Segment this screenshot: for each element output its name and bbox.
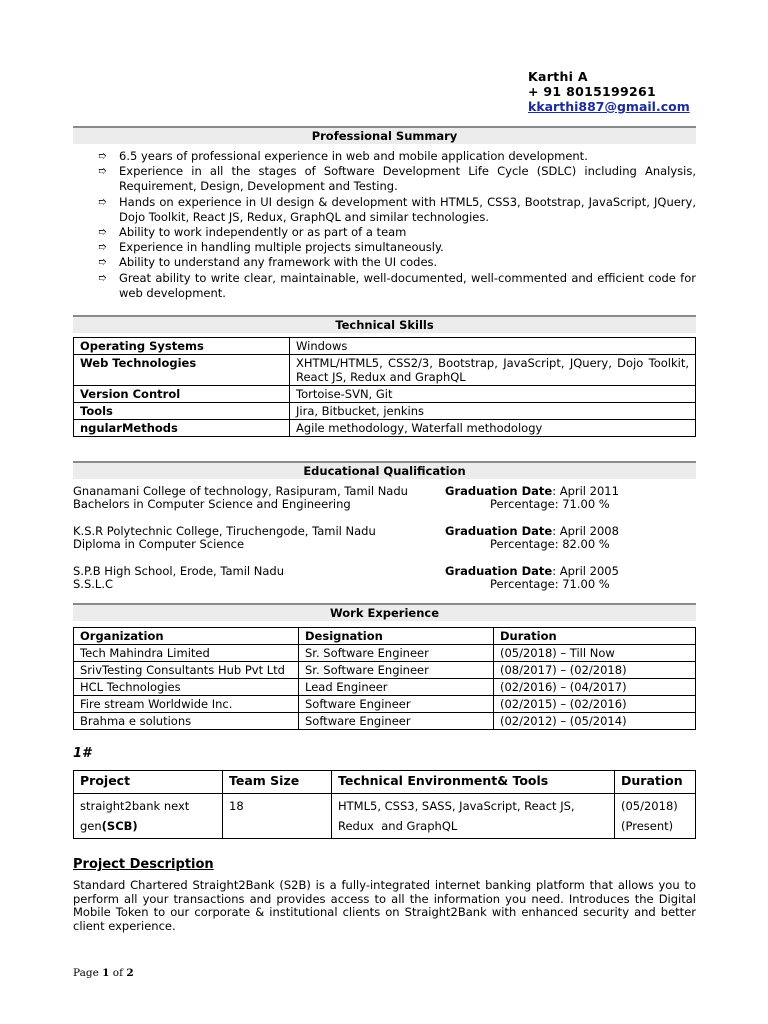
percentage-line: Percentage: 71.00 %: [490, 577, 610, 591]
work-org: SrivTesting Consultants Hub Pvt Ltd: [74, 662, 299, 679]
project-team-size: 18: [223, 794, 332, 839]
graduation-date-label: Graduation Date: [445, 524, 553, 538]
graduation-date-line: Graduation Date: April 2005: [445, 564, 619, 578]
project-name-line: [80, 816, 216, 836]
page-footer: [73, 967, 134, 979]
graduation-date-label: Graduation Date: [445, 484, 553, 498]
project-name: [74, 794, 223, 839]
education-school: Gnanamani College of technology, Rasipuram, Tamil Nadu: [73, 484, 408, 498]
column-header: Duration: [615, 771, 696, 794]
summary-item-text: Ability to understand any framework with the UI codes.: [119, 255, 438, 270]
project-name-part: gen: [80, 819, 102, 833]
arrow-bullet-icon: ➱: [98, 272, 107, 284]
work-designation: Software Engineer: [299, 696, 494, 713]
work-duration: (02/2012) – (05/2014): [494, 713, 696, 730]
column-header: Duration: [494, 628, 696, 645]
skill-value: Windows: [290, 338, 696, 355]
project-duration: [615, 794, 696, 839]
percentage-value: 82.00 %: [562, 537, 610, 551]
arrow-bullet-icon: ➱: [98, 227, 107, 239]
summary-item-text: Experience in handling multiple projects simultaneously.: [119, 240, 444, 255]
project-description-text: Standard Chartered Straight2Bank (S2B) is a fully-integrated internet banking platform that allows you to perform all your transactions and provides access to all the information you need. Introduces the Digital Mobile Token to our corporate & institutional clients on Straight2Bank with enhanced security and better client experience.: [73, 878, 696, 933]
summary-item: [98, 164, 696, 194]
contact-phone: + 91 8015199261: [528, 84, 657, 99]
project-tools: [332, 794, 615, 839]
work-designation: Software Engineer: [299, 713, 494, 730]
table-row: [74, 794, 696, 839]
footer-of-word: of: [112, 967, 124, 979]
project-duration-line: (Present): [621, 819, 674, 833]
table-row: [74, 355, 696, 386]
arrow-bullet-icon: ➱: [98, 151, 107, 162]
education-school: K.S.R Polytechnic College, Tiruchengode, Tamil Nadu: [73, 524, 376, 538]
section-header-skills: Technical Skills: [73, 315, 696, 333]
table-row: [74, 338, 696, 355]
work-org: Brahma e solutions: [74, 713, 299, 730]
skill-value: XHTML/HTML5, CSS2/3, Bootstrap, JavaScript, JQuery, Dojo Toolkit, React JS, Redux and GraphQL: [290, 355, 696, 386]
percentage-label: Percentage: [490, 537, 555, 551]
summary-item-text: Hands on experience in UI design & development with HTML5, CSS3, Bootstrap, JavaScript, JQuery, Dojo Toolkit, React JS, Redux, GraphQL and similar technologies.: [119, 194, 696, 224]
skill-key: Operating Systems: [74, 338, 290, 355]
graduation-date-value: April 2008: [559, 524, 619, 538]
section-header-work: Work Experience: [73, 603, 696, 621]
skill-value: Agile methodology, Waterfall methodology: [290, 420, 696, 437]
graduation-date-value: April 2005: [559, 564, 619, 578]
footer-page-word: Page: [73, 967, 99, 979]
summary-item-text: 6.5 years of professional experience in web and mobile application development.: [119, 149, 588, 163]
project-table: [73, 770, 696, 839]
column-header: Technical Environment& Tools: [332, 771, 615, 794]
summary-item: [98, 225, 696, 240]
skills-table: [73, 337, 696, 437]
table-row: [74, 403, 696, 420]
table-row: [74, 662, 696, 679]
summary-item: [98, 271, 696, 301]
summary-list: [98, 149, 696, 301]
project-number: 1#: [73, 746, 92, 761]
work-org: Fire stream Worldwide Inc.: [74, 696, 299, 713]
percentage-line: Percentage: 82.00 %: [490, 537, 610, 551]
table-row: [74, 696, 696, 713]
footer-page-total: 2: [126, 967, 134, 979]
section-header-summary: Professional Summary: [73, 126, 696, 144]
table-header-row: [74, 628, 696, 645]
work-duration: (05/2018) – Till Now: [494, 645, 696, 662]
work-table: [73, 627, 696, 730]
work-duration: (02/2015) – (02/2016): [494, 696, 696, 713]
graduation-date-value: April 2011: [559, 484, 619, 498]
table-row: [74, 713, 696, 730]
table-row: [74, 679, 696, 696]
skill-value: Jira, Bitbucket, jenkins: [290, 403, 696, 420]
work-designation: Sr. Software Engineer: [299, 662, 494, 679]
contact-block: [528, 69, 690, 114]
summary-item: [98, 255, 696, 270]
percentage-line: Percentage: 71.00 %: [490, 497, 610, 511]
table-header-row: [74, 771, 696, 794]
work-org: HCL Technologies: [74, 679, 299, 696]
skill-key: Web Technologies: [74, 355, 290, 386]
skill-key: Tools: [74, 403, 290, 420]
summary-item: [98, 195, 696, 225]
summary-item: [98, 149, 696, 164]
column-header: Project: [74, 771, 223, 794]
project-name-line: straight2bank next: [80, 799, 190, 813]
summary-item-text: Great ability to write clear, maintainable, well-documented, well-commented and efficient code for web development.: [119, 270, 696, 300]
project-description-title: Project Description: [73, 857, 214, 872]
skill-key: ngularMethods: [74, 420, 290, 437]
table-row: [74, 645, 696, 662]
summary-item: [98, 240, 696, 255]
skill-key: Version Control: [74, 386, 290, 403]
arrow-bullet-icon: ➱: [98, 196, 107, 208]
skill-value: Tortoise-SVN, Git: [290, 386, 696, 403]
percentage-label: Percentage: [490, 577, 555, 591]
work-org: Tech Mahindra Limited: [74, 645, 299, 662]
percentage-label: Percentage: [490, 497, 555, 511]
graduation-date-line: Graduation Date: April 2011: [445, 484, 619, 498]
contact-email-link[interactable]: kkarthi887@gmail.com: [528, 99, 690, 114]
arrow-bullet-icon: ➱: [98, 257, 107, 269]
work-duration: (02/2016) – (04/2017): [494, 679, 696, 696]
project-tools-line: HTML5, CSS3, SASS, JavaScript, React JS,: [338, 799, 575, 813]
project-name-code: (SCB): [101, 819, 138, 833]
work-designation: Sr. Software Engineer: [299, 645, 494, 662]
section-header-education: Educational Qualification: [73, 461, 696, 479]
table-row: [74, 420, 696, 437]
footer-page-number: 1: [102, 967, 110, 979]
education-school: S.P.B High School, Erode, Tamil Nadu: [73, 564, 284, 578]
education-course: Bachelors in Computer Science and Engineering: [73, 497, 351, 511]
percentage-value: 71.00 %: [562, 497, 610, 511]
graduation-date-line: Graduation Date: April 2008: [445, 524, 619, 538]
column-header: Team Size: [223, 771, 332, 794]
project-duration-line: (05/2018): [621, 799, 678, 813]
work-duration: (08/2017) – (02/2018): [494, 662, 696, 679]
education-course: Diploma in Computer Science: [73, 537, 245, 551]
arrow-bullet-icon: ➱: [98, 242, 107, 254]
graduation-date-label: Graduation Date: [445, 564, 553, 578]
column-header: Designation: [299, 628, 494, 645]
table-row: [74, 386, 696, 403]
column-header: Organization: [74, 628, 299, 645]
percentage-value: 71.00 %: [562, 577, 610, 591]
education-course: S.S.L.C: [73, 577, 114, 591]
project-tools-line: Redux and GraphQL: [338, 819, 458, 833]
arrow-bullet-icon: ➱: [98, 166, 107, 178]
work-designation: Lead Engineer: [299, 679, 494, 696]
summary-item-text: Experience in all the stages of Software Development Life Cycle (SDLC) including Analysis, Requirement, Design, Development and Testing.: [119, 164, 696, 194]
contact-name: Karthi A: [528, 69, 588, 84]
summary-item-text: Ability to work independently or as part of a team: [119, 225, 407, 240]
